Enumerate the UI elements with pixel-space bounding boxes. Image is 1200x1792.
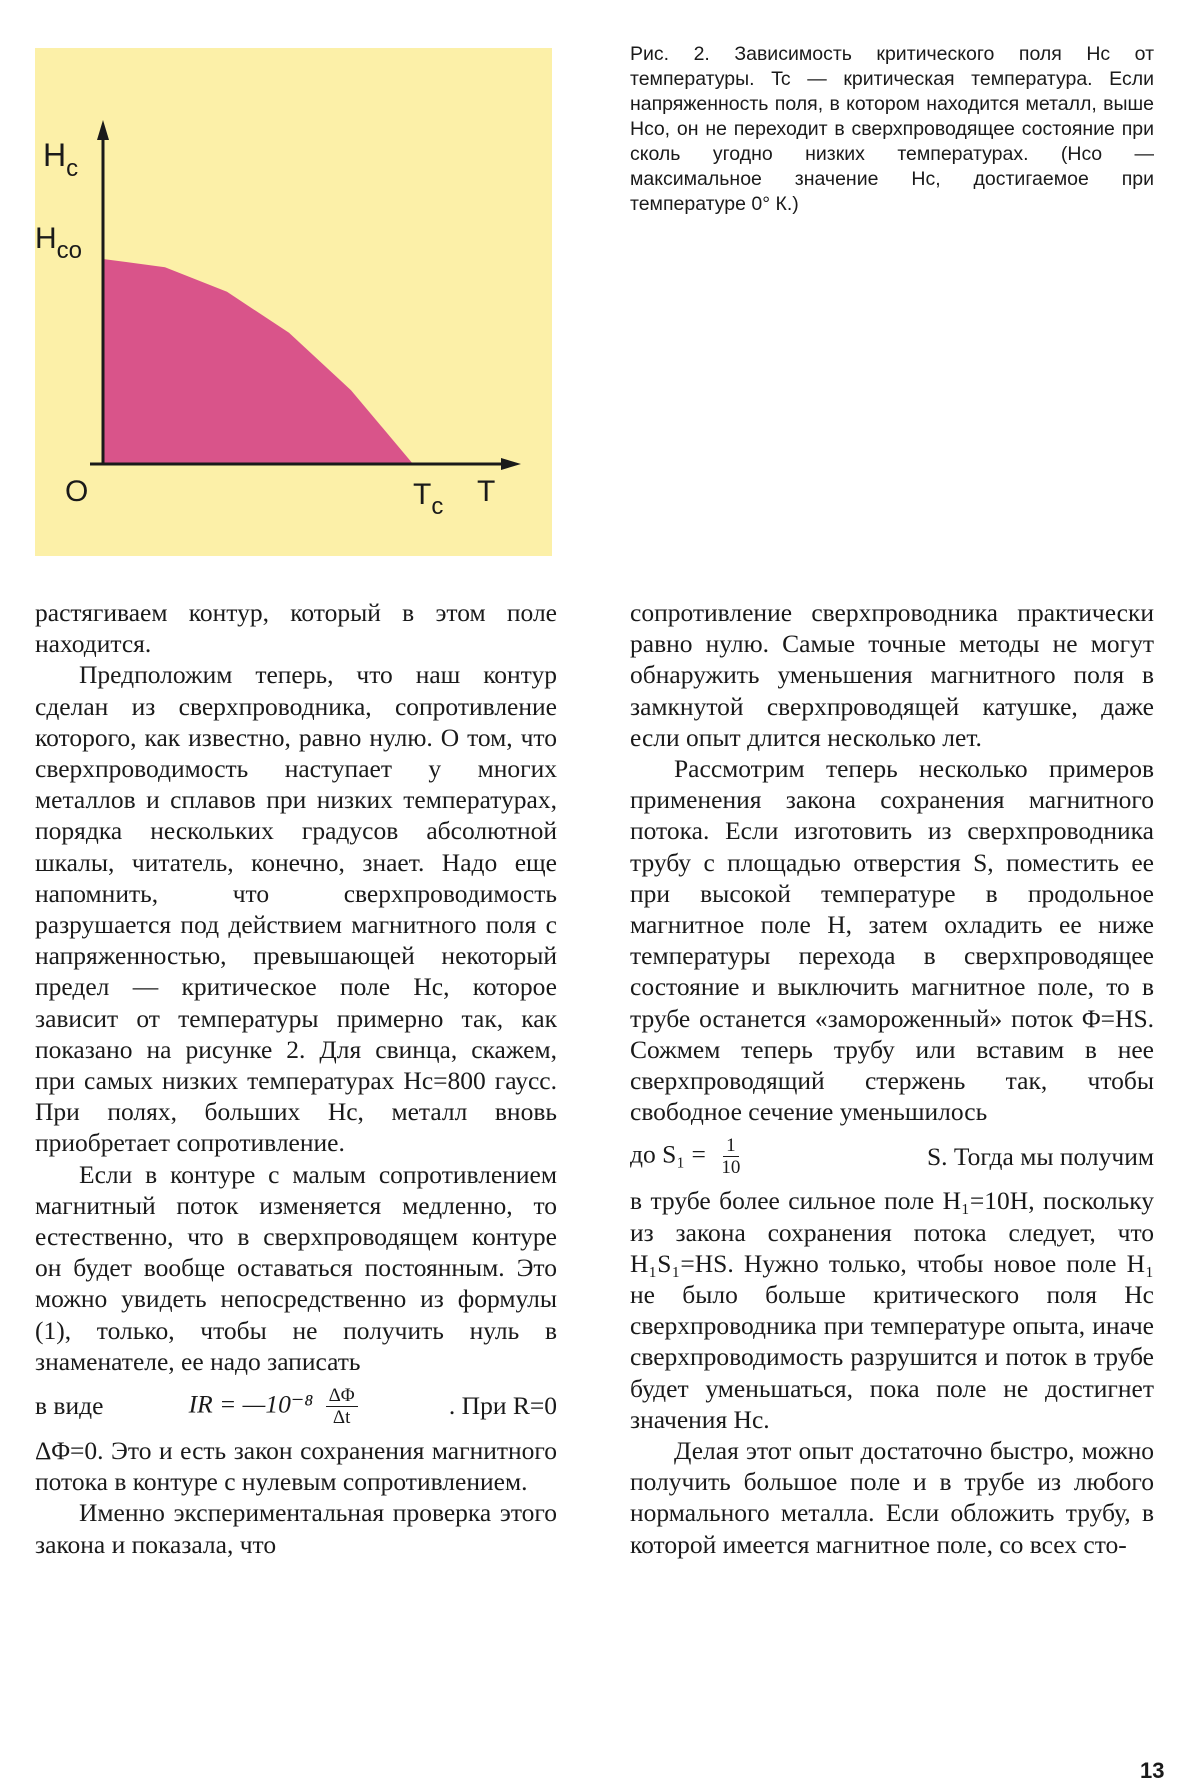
formula-fraction: [326, 1385, 358, 1428]
paragraph: сопротивление сверхпроводника практически равно нулю. Самые точные методы не могут обнаружить уменьшения магнитного поля в замкнутой сверхпроводящей катушке, даже если опыт длится несколько лет.: [630, 598, 1154, 752]
formula-expression: [189, 1385, 364, 1428]
formula-fraction: [718, 1135, 743, 1178]
right-column: [630, 597, 1154, 1560]
formula-prefix: до S₁ =: [630, 1139, 706, 1169]
tc-label: $T_c$: [413, 478, 444, 520]
page-number: 13: [1140, 1758, 1165, 1783]
y-axis-label: $H_c$: [43, 137, 79, 182]
formula-numerator: ΔΦ: [326, 1385, 358, 1407]
formula-denominator: 10: [721, 1156, 741, 1178]
formula-area: [630, 1127, 1154, 1185]
paragraph: Рассмотрим теперь несколько примеров применения закона сохранения магнитного потока. Если изготовить из сверхпроводника трубу с площадью отверстия S, поместить ее при высокой температуре в продольное магнитное поле H, затем охладить ее ниже температуры перехода в сверхпроводящее состояние и выключить магнитное поле, то в трубе останется «замороженный» поток Φ=HS. Сожмем теперь трубу или вставим в нее сверхпроводящий стержень так, чтобы свободное сечение уменьшилось: [630, 754, 1154, 1127]
critical-field-chart: [35, 48, 552, 556]
figure-caption: Рис. 2. Зависимость критического поля Hc от температуры. Tc — критическая температура. Если напряженность поля, в котором находится металл, выше Hco, он не переходит в сверхпроводящее состояние при сколь угодно низких температурах. (Hco — максимальное значение Hc, достигаемое при температуре 0° К.): [630, 43, 1154, 215]
formula-flux-law: [35, 1377, 557, 1435]
x-axis-arrow: [501, 458, 521, 470]
paragraph: ΔΦ=0. Это и есть закон сохранения магнитного потока в контуре с нулевым сопротивлением.: [35, 1436, 557, 1497]
left-column: [35, 597, 557, 1560]
paragraph: Делая этот опыт достаточно быстро, можно получить большое поле и в трубе из любого нормального металла. Если обложить трубу, в которой имеется магнитное поле, со всех сто-: [630, 1436, 1154, 1559]
formula-denominator: Δt: [332, 1406, 351, 1428]
formula-suffix: S. Тогда мы получим: [927, 1141, 1154, 1171]
paragraph: Именно экспериментальная проверка этого закона и показала, что: [35, 1498, 557, 1559]
y-intercept-label: $H_{co}$: [35, 222, 83, 264]
paragraph: Если в контуре с малым сопротивлением магнитный поток изменяется медленно, то естественно, что в сверхпроводящем контуре он будет вообще оставаться постоянным. Это можно увидеть непосредственно из формулы (1), только, чтобы не получить нуль в знаменателе, ее надо записать: [35, 1159, 557, 1376]
formula-expression: [630, 1135, 749, 1178]
formula-numerator: 1: [723, 1135, 739, 1157]
x-axis-label: T: [477, 475, 496, 508]
origin-label: O: [65, 475, 89, 508]
formula-prefix: в виде: [35, 1391, 104, 1421]
superconducting-region: [103, 259, 413, 464]
paragraph: растягиваем контур, который в этом поле находится.: [35, 598, 557, 659]
formula-lhs: IR = —10⁻⁸: [188, 1388, 314, 1418]
paragraph: Предположим теперь, что наш контур сделан из сверхпроводника, сопротивление которого, как известно, равно нулю. О том, что сверхпроводимость наступает у многих металлов и сплавов при низких температурах, порядка нескольких градусов абсолютной шкалы, читатель, конечно, знает. Надо еще напомнить, что сверхпроводимость разрушается под действием магнитного поля с напряженностью, превышающей некоторый предел — критическое поле Hc, которое зависит от температуры примерно так, как показано на рисунке 2. Для свинца, скажем, при самых низких температурах Hc=800 гаусс. При полях, больших Hc, металл вновь приобретает сопротивление.: [35, 660, 557, 1158]
figure-2: [35, 48, 552, 556]
y-axis-arrow: [97, 120, 109, 140]
paragraph: в трубе более сильное поле H₁=10H, поскольку из закона сохранения потока следует, что H₁S₁=HS. Нужно только, чтобы новое поле H₁ не было больше критического поля Hc сверхпроводника при температуре опыта, иначе сверхпроводимость разрушится и поток в трубе будет уменьшаться, пока поле не достигнет значения Hc.: [630, 1186, 1154, 1434]
formula-suffix: . При R=0: [448, 1391, 557, 1421]
